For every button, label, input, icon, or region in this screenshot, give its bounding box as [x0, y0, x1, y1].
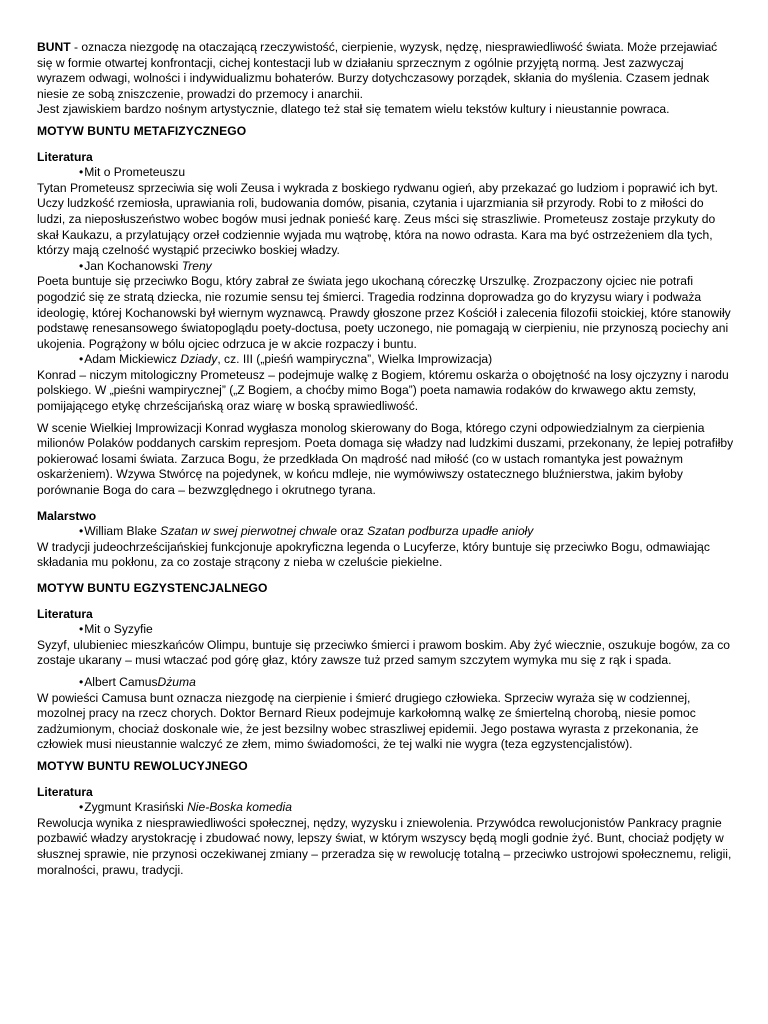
- body-paragraph: Konrad – niczym mitologiczny Prometeusz – podejmuje walkę z Bogiem, któremu oskarża o obojętność na losy ojczyzny i narodu polskiego. W „pieśni wampirycznej” („Z Bogiem, a choćby mimo Boga”) poeta namawia rodaków do krwawego aktu zemsty, pomijającego etykę chrześcijańską oraz wiarę w boską sprawiedliwość.: [37, 367, 729, 414]
- bullet-icon: •: [79, 165, 84, 180]
- bullet-icon: •: [79, 352, 84, 367]
- bullet-author: William Blake: [84, 524, 161, 539]
- bullet-author: Adam Mickiewicz: [84, 352, 181, 367]
- bullet-author: Jan Kochanowski: [84, 258, 182, 273]
- bullet-author: Albert Camus: [84, 674, 158, 689]
- bullet-author: Zygmunt Krasiński: [84, 800, 188, 815]
- section-heading-metaphysical: MOTYW BUNTU METAFIZYCZNEGO: [37, 123, 247, 138]
- bullet-icon: •: [79, 622, 84, 637]
- body-paragraph: Rewolucja wynika z niesprawiedliwości społecznej, nędzy, wyzysku i zniewolenia. Przywódca rewolucjonistów Pankracy pragnie pozbawić władzy arystokrację i zbudować nowy, lepszy świat, w którym wszyscy będą mogli godnie żyć. Bunt, chociaż podjęty w słusznej sprawie, nie przynosi oczekiwanej zmiany – przeradza się w rewolucję totalną – przeciwko ustrojowi społecznemu, religii, moralności, prawu, tradycji.: [37, 815, 732, 877]
- bullet-icon: •: [79, 524, 84, 539]
- bullet-text: Mit o Prometeuszu: [84, 165, 186, 180]
- bullet-work-title: Szatan podburza upadłe anioły: [367, 524, 534, 539]
- intro-paragraph-2: Jest zjawiskiem bardzo nośnym artystycznie, dlatego też stał się tematem wielu tekstów kultury i nieustannie powraca.: [37, 102, 670, 117]
- body-paragraph: Tytan Prometeusz sprzeciwia się woli Zeusa i wykrada z boskiego rydwanu ogień, aby przekazać go ludziom i poprawić ich byt. Uczy ludzkość rzemiosła, uprawiania roli, budowania domów, pisania, czytania i ujarzmiania sił przyrody. Robi to z miłości do ludzi, za nieposłuszeństwo wobec bogów musi jednak ponieść karę. Zeus mści się straszliwie. Prometeusz zostaje przykuty do skał Kaukazu, a przylatujący orzeł codziennie wyjada mu wątrobę, która na nowo odrasta. Kara ma być ostrzeżeniem dla tych, którzy mają czelność wystąpić przeciwko boskiej władzy.: [37, 180, 718, 258]
- bullet-item: [37, 352, 734, 368]
- bullet-icon: •: [79, 258, 84, 273]
- intro-term: BUNT: [37, 40, 71, 54]
- bullet-text: oraz: [336, 524, 368, 539]
- body-paragraph: W tradycji judeochrześcijańskiej funkcjonuje apokryficzna legenda o Lucyferze, który buntuje się przeciwko Bogu, odmawiając składania mu pokłonu, za co zostaje strącony z nieba w czeluście piekielne.: [37, 539, 710, 570]
- literature-label: Literatura: [37, 149, 93, 164]
- body-paragraph: W powieści Camusa bunt oznacza niezgodę na cierpienie i śmierć drugiego człowieka. Sprzeciw wyraża się w codziennej, mozolnej pracy na rzecz chorych. Doktor Bernard Rieux podejmuje karkołomną walkę ze śmiertelną chorobą, niesie pomoc zadżumionym, chociaż doskonale wie, że jest bezsilny wobec straszliwej epidemii. Jego postawa wyrasta z przekonania, że człowiek musi nieustannie walczyć ze złem, mimo świadomości, że tej walki nie wygra (teza egzystencjalistów).: [37, 690, 699, 752]
- section-heading-revolutionary: MOTYW BUNTU REWOLUCYJNEGO: [37, 758, 248, 773]
- bullet-text: Mit o Syzyfie: [84, 622, 153, 637]
- section-heading-existential: MOTYW BUNTU EGZYSTENCJALNEGO: [37, 581, 268, 595]
- literature-label: Literatura: [37, 606, 93, 621]
- literature-label: Literatura: [37, 784, 93, 799]
- bullet-item: [37, 524, 734, 540]
- bullet-item: [37, 165, 734, 181]
- bullet-icon: •: [79, 674, 84, 689]
- bullet-work-title: Szatan w swej pierwotnej chwale: [160, 524, 337, 539]
- bullet-work-title: Nie-Boska komedia: [187, 800, 292, 815]
- bullet-item: [37, 675, 734, 691]
- bullet-item: [37, 622, 734, 638]
- body-paragraph: Poeta buntuje się przeciwko Bogu, który zabrał ze świata jego ukochaną córeczkę Urszulkę. Zrozpaczony ojciec nie potrafi pogodzić się ze stratą dziecka, nie rozumie sensu tej śmierci. Tragedia rodzinna doprowadza go do kryzysu wiary i podważa ideologię, której Kochanowski był wiernym wyznawcą. Prawdy głoszone przez Kościół i zalecenia filozofii stoickiej, które stanowiły podstawę renesansowego światopoglądu poety-doctusa, poety uczonego, nie pomagają w cierpieniu, nie przynoszą pociechy ani ukojenia. Pogrążony w bólu ojciec odrzuca je w akcie rozpaczy i buntu.: [37, 274, 731, 351]
- intro-paragraph: [37, 40, 734, 102]
- intro-text: - oznacza niezgodę na otaczającą rzeczywistość, cierpienie, wyzysk, nędzę, niesprawiedliwość świata. Może przejawiać się w formie otwartej konfrontacji, cichej kontestacji lub w działaniu sprzecznym z ogólnie przyjętą normą. Jest zazwyczaj wyrazem odwagi, wolności i indywidualizmu bohaterów. Burzy dotychczasowy porządek, skłania do myślenia. Czasem jednak niesie ze sobą zniszczenie, prowadzi do przemocy i anarchii.: [37, 40, 718, 101]
- bullet-text: , cz. III („pieśń wampiryczna”, Wielka Improwizacja): [217, 352, 493, 367]
- body-paragraph: Syzyf, ulubieniec mieszkańców Olimpu, buntuje się przeciwko śmierci i prawom boskim. Aby żyć wiecznie, oszukuje bogów, za co zostaje ukarany – musi wtaczać pod górę głaz, który zawsze tuż przed samym szczytem wymyka mu się z rąk i spada.: [37, 637, 730, 668]
- bullet-item: [37, 800, 734, 816]
- body-paragraph: W scenie Wielkiej Improwizacji Konrad wygłasza monolog skierowany do Boga, którego czyni odpowiedzialnym za cierpienia milionów Polaków poddanych carskim represjom. Poeta domaga się władzy nad ludzkimi duszami, przekonany, że lepiej potrafiłby pokierować losami świata. Zarzuca Bogu, że przedkłada On mądrość nad miłość (co w ustach romantyka jest poważnym oskarżeniem). Wzywa Stwórcę na pojedynek, w końcu mdleje, nie wymówiwszy ostatecznego bluźnierstwa, jakim byłoby porównanie Boga do cara – bezwzględnego i okrutnego tyrana.: [37, 420, 734, 498]
- painting-label: Malarstwo: [37, 508, 97, 523]
- bullet-icon: •: [79, 800, 84, 815]
- bullet-item: [37, 259, 734, 275]
- bullet-work-title: Dziady: [180, 352, 218, 367]
- bullet-work-title: Treny: [181, 258, 212, 273]
- bullet-work-title: Dżuma: [157, 674, 196, 689]
